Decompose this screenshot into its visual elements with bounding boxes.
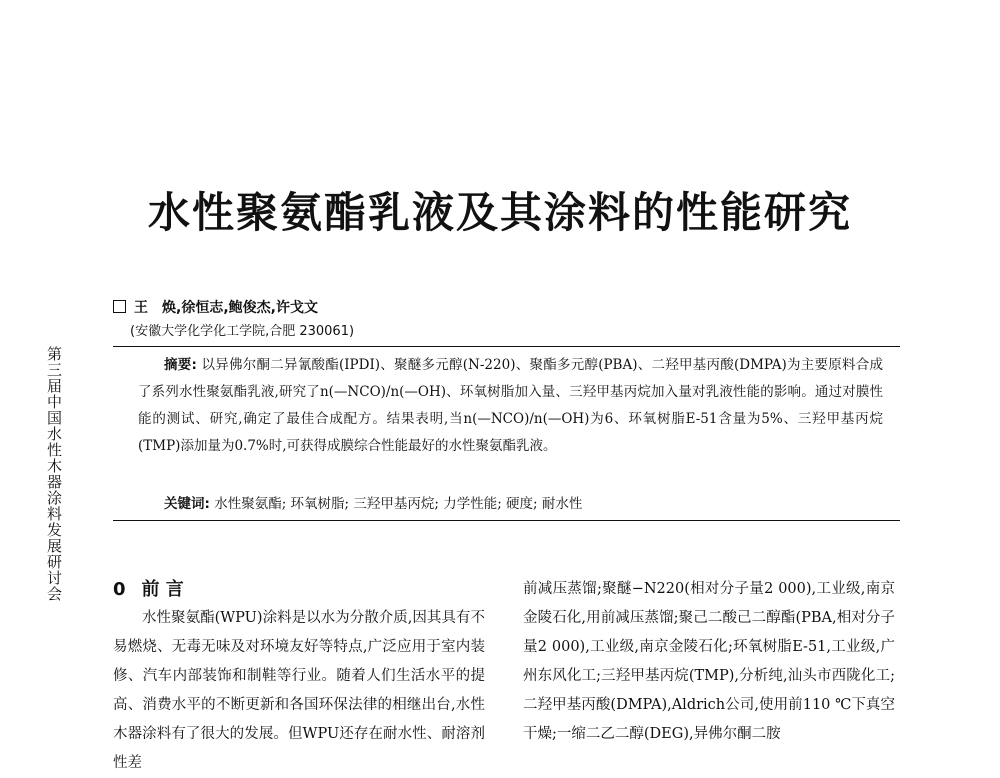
square-bullet-icon (113, 300, 126, 313)
conference-side-label: 第三届中国水性木器涂料发展研讨会 (45, 346, 63, 602)
affiliation: (安徽大学化学化工学院,合肥 230061) (130, 324, 355, 339)
keywords-label: 关键词: (164, 496, 210, 512)
section-heading (113, 575, 184, 601)
keywords-text: 水性聚氨酯; 环氧树脂; 三羟甲基丙烷; 力学性能; 硬度; 耐水性 (214, 496, 583, 512)
abstract (138, 352, 883, 460)
abstract-text: 以异佛尔酮二异氰酸酯(IPDI)、聚醚多元醇(N-220)、聚酯多元醇(PBA)、二羟甲基丙酸(DMPA)为主要原料合成了系列水性聚氨酯乳液,研究了n(—NCO)/n(—OH)、环氧树脂加入量、三羟甲基丙烷加入量对乳液性能的影响。通过对膜性能的测试、研究,确定了最佳合成配方。结果表明,当n(—NCO)/n(—OH)为6、环氧树脂E-51含量为5%、三羟甲基丙烷(TMP)添加量为0.7%时,可获得成膜综合性能最好的水性聚氨酯乳液。 (138, 357, 884, 454)
body-text-right-column: 前减压蒸馏;聚醚−N220(相对分子量2 000),工业级,南京金陵石化,用前减压蒸馏;聚己二酸己二醇酯(PBA,相对分子量2 000),工业级,南京金陵石化;环氧树脂E-51,工业级,广州东风化工;三羟甲基丙烷(TMP),分析纯,汕头市西陇化工;二羟甲基丙酸(DMPA),Aldrich公司,使用前110 ℃下真空干燥;一缩二乙二醇(DEG),异佛尔酮二胺 (523, 581, 895, 742)
abstract-bottom-rule (113, 520, 900, 521)
abstract-top-rule (113, 346, 900, 347)
section-title: 前 言 (141, 579, 184, 600)
paper-title: 水性聚氨酯乳液及其涂料的性能研究 (147, 188, 852, 237)
abstract-label: 摘要: (164, 357, 197, 373)
authors: 王 焕,徐恒志,鲍俊杰,许戈文 (134, 300, 318, 316)
author-line (113, 297, 318, 317)
section-number: 0 (113, 579, 126, 600)
body-text-left-column: 水性聚氨酯(WPU)涂料是以水为分散介质,因其具有不易燃烧、无毒无味及对环境友好等特点,广泛应用于室内装修、汽车内部装饰和制鞋等行业。随着人们生活水平的提高、消费水平的不断更新和各国环保法律的相继出台,水性木器涂料有了很大的发展。但WPU还存在耐水性、耐溶剂性差 (113, 610, 485, 771)
keywords (164, 492, 582, 512)
